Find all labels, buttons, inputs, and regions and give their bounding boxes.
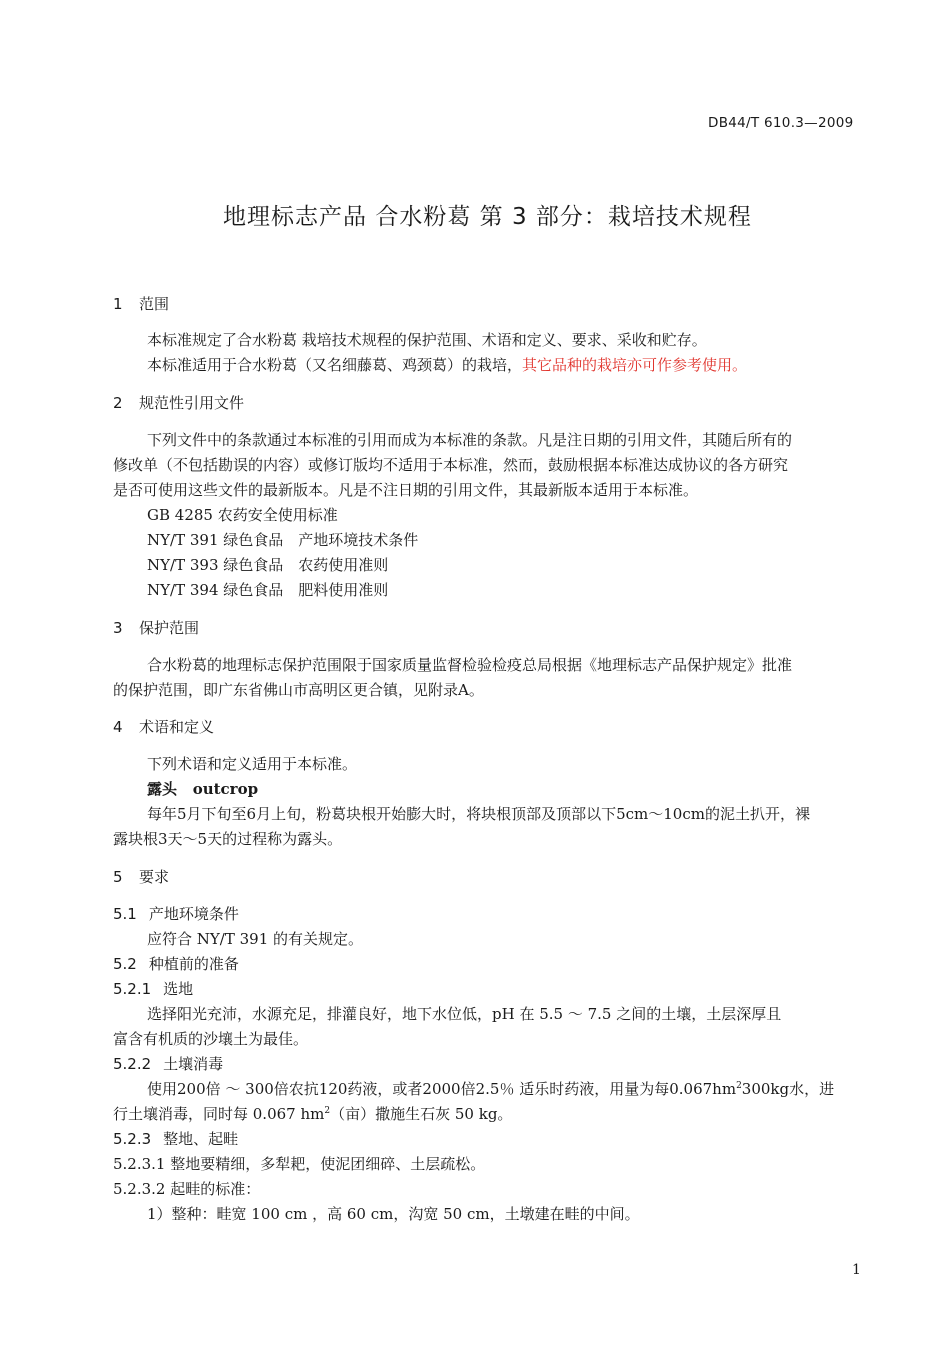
- section-title: 保护范围: [139, 619, 200, 637]
- subsection-5-2-1-line-1: 选择阳光充沛，水源充足，排灌良好，地下水位低，pH 在 5.5 ～ 7.5 之间的土壤，土层深厚且: [147, 1005, 782, 1023]
- section-3-line-2: 的保护范围，即广东省佛山市高明区更合镇，见附录A。: [113, 681, 484, 699]
- section-title: 要求: [139, 868, 170, 886]
- clause-5-2-3-2: 5.2.3.2 起畦的标准：: [113, 1180, 261, 1198]
- term-chinese: 露头: [147, 780, 178, 798]
- text-part: 使用200倍 ～ 300倍农抗120药液，或者2000倍2.5％ 适乐时药液，用量为每0.067hm: [147, 1080, 737, 1098]
- section-5-heading: [113, 866, 169, 887]
- subsection-title: 整地、起畦: [163, 1130, 239, 1148]
- term-definition-line-2: 露块根3天～5天的过程称为露头。: [113, 830, 343, 848]
- section-title: 规范性引用文件: [139, 394, 245, 412]
- subsection-title: 选地: [163, 980, 194, 998]
- section-3-heading: [113, 617, 199, 638]
- subsection-5-2-1-line-2: 富含有机质的沙壤土为最佳。: [113, 1030, 309, 1048]
- subsection-number: 5.2.2: [113, 1055, 152, 1073]
- subsection-number: 5.2: [113, 955, 137, 973]
- section-2-paragraph-line-3: 是否可使用这些文件的最新版本。凡是不注日期的引用文件，其最新版本适用于本标准。: [113, 481, 699, 499]
- section-title: 范围: [139, 295, 170, 313]
- section-number: 4: [113, 718, 123, 736]
- page-title: 地理标志产品 合水粉葛 第 3 部分：栽培技术规程: [223, 204, 752, 230]
- subsection-5-2-2-line-2: [113, 1103, 512, 1124]
- page-number: 1: [852, 1262, 861, 1278]
- section-2-paragraph-line-1: 下列文件中的条款通过本标准的引用而成为本标准的条款。凡是注日期的引用文件，其随后所有的: [147, 431, 793, 449]
- reference-item: NY/T 391 绿色食品 产地环境技术条件: [147, 531, 419, 549]
- section-number: 1: [113, 295, 123, 313]
- document-code: DB44/T 610.3—2009: [708, 115, 854, 131]
- term-english: outcrop: [192, 780, 259, 798]
- section-2-heading: [113, 392, 244, 413]
- reference-item: NY/T 394 绿色食品 肥料使用准则: [147, 581, 389, 599]
- section-1-heading: [113, 293, 169, 314]
- subsection-5-2-heading: [113, 953, 239, 974]
- term-definition-line-1: 每年5月下旬至6月上旬，粉葛块根开始膨大时，将块根顶部及顶部以下5cm～10cm的泥土扒开，裸: [147, 805, 810, 823]
- section-1-paragraph-1: 本标准规定了合水粉葛 栽培技术规程的保护范围、术语和定义、要求、采收和贮存。: [147, 331, 707, 349]
- subsection-5-2-2-heading: [113, 1053, 223, 1074]
- subsection-number: 5.1: [113, 905, 137, 923]
- highlighted-text: 其它品种的栽培亦可作参考使用。: [522, 356, 748, 374]
- section-title: 术语和定义: [139, 718, 215, 736]
- paragraph-text: 本标准适用于合水粉葛（又名细藤葛、鸡颈葛）的栽培，: [147, 356, 523, 374]
- clause-5-2-3-1: 5.2.3.1 整地要精细，多犁耙，使泥团细碎、土层疏松。: [113, 1155, 486, 1173]
- subsection-number: 5.2.1: [113, 980, 152, 998]
- text-part: 行土壤消毒，同时每 0.067 hm: [113, 1105, 325, 1123]
- subsection-title: 种植前的准备: [148, 955, 239, 973]
- subsection-5-2-1-heading: [113, 978, 193, 999]
- subsection-number: 5.2.3: [113, 1130, 152, 1148]
- subsection-5-1-heading: [113, 903, 239, 924]
- clause-5-2-3-2-item-1: 1）整种：畦宽 100 cm ，高 60 cm，沟宽 50 cm，土墩建在畦的中间。: [147, 1205, 640, 1223]
- section-1-paragraph-2: [147, 354, 747, 375]
- section-number: 3: [113, 619, 123, 637]
- subsection-title: 土壤消毒: [163, 1055, 224, 1073]
- section-3-line-1: 合水粉葛的地理标志保护范围限于国家质量监督检验检疫总局根据《地理标志产品保护规定》批准: [147, 656, 793, 674]
- term-heading: [147, 778, 258, 799]
- subsection-5-1-text: 应符合 NY/T 391 的有关规定。: [147, 930, 364, 948]
- section-4-heading: [113, 716, 214, 737]
- subsection-title: 产地环境条件: [148, 905, 239, 923]
- subsection-5-2-2-line-1: [147, 1078, 834, 1099]
- text-part: （亩）撒施生石灰 50 kg。: [330, 1105, 513, 1123]
- reference-item: NY/T 393 绿色食品 农药使用准则: [147, 556, 389, 574]
- text-part: 300kg水，进: [741, 1080, 835, 1098]
- superscript: 2: [324, 1106, 331, 1116]
- section-number: 5: [113, 868, 123, 886]
- section-number: 2: [113, 394, 123, 412]
- superscript: 2: [736, 1081, 742, 1091]
- section-2-paragraph-line-2: 修改单（不包括勘误的内容）或修订版均不适用于本标准，然而，鼓励根据本标准达成协议的各方研究: [113, 456, 789, 474]
- subsection-5-2-3-heading: [113, 1128, 238, 1149]
- reference-item: GB 4285 农药安全使用标准: [147, 506, 338, 524]
- section-4-intro: 下列术语和定义适用于本标准。: [147, 755, 358, 773]
